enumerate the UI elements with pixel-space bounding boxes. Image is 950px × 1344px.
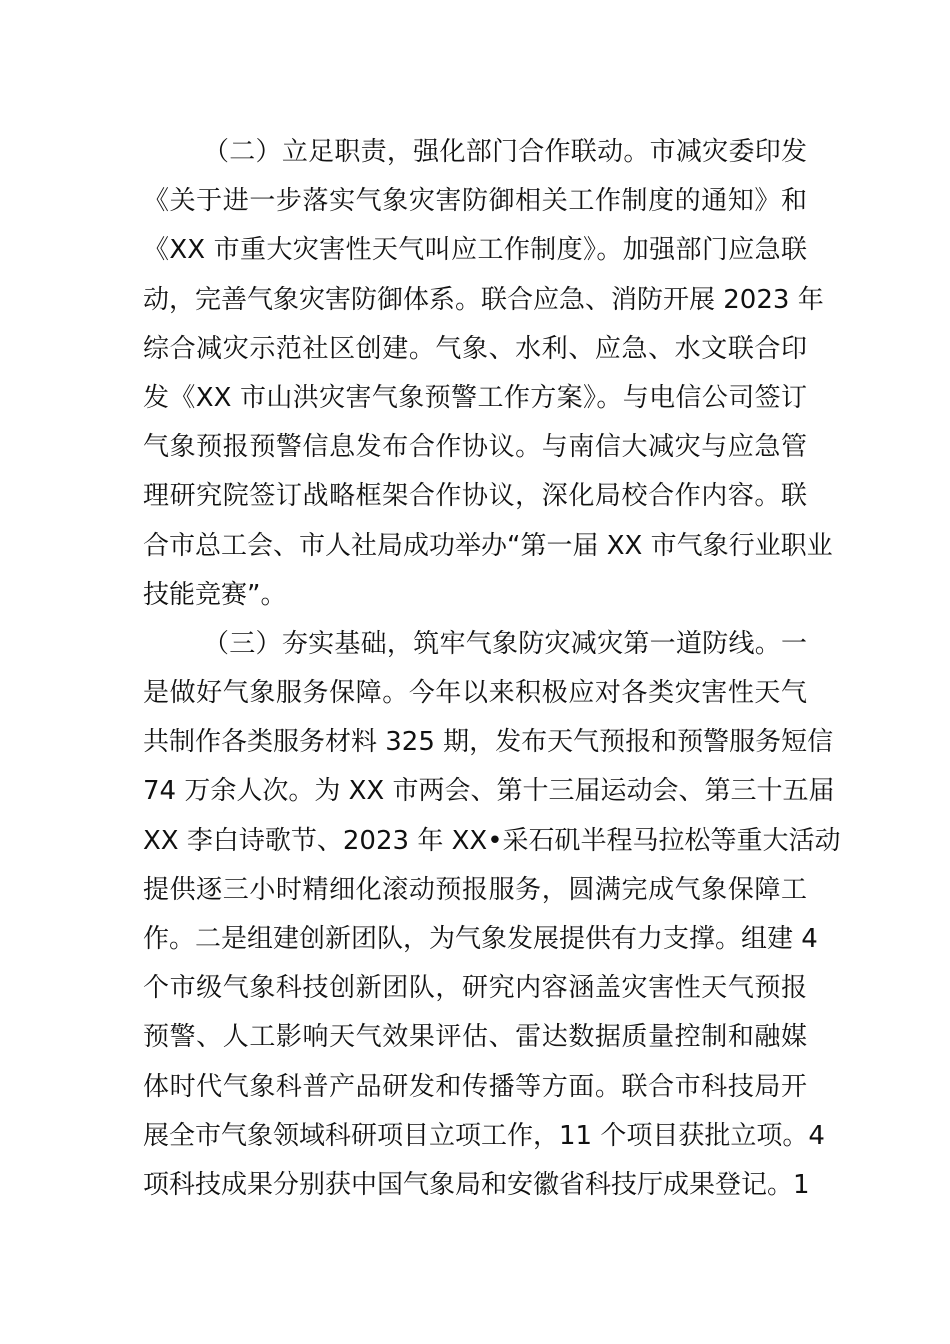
text-line: 是做好气象服务保障。今年以来积极应对各类灾害性天气: [143, 678, 807, 709]
text-line: （二）立足职责，强化部门合作联动。市减灾委印发: [203, 137, 807, 167]
body-text: [143, 128, 841, 1210]
text-line: 展全市气象领域科研项目立项工作，11 个项目获批立项。4: [143, 1120, 825, 1151]
paragraph-2: [143, 128, 833, 620]
text-line: 动，完善气象灾害防御体系。联合应急、消防开展 2023 年: [143, 284, 824, 315]
text-line: 体时代气象科普产品研发和传播等方面。联合市科技局开: [143, 1071, 807, 1102]
text-line: 《XX 市重大灾害性天气叫应工作制度》。加强部门应急联: [143, 235, 807, 266]
text-line: XX 李白诗歌节、2023 年 XX•采石矶半程马拉松等重大活动: [143, 825, 841, 856]
text-line: 作。二是组建创新团队，为气象发展提供有力支撑。组建 4: [143, 924, 818, 954]
text-line: 综合减灾示范社区创建。气象、水利、应急、水文联合印: [143, 333, 807, 364]
text-line: 气象预报预警信息发布合作协议。与南信大减灾与应急管: [143, 432, 807, 463]
text-line: 预警、人工影响天气效果评估、雷达数据质量控制和融媒: [143, 1022, 807, 1053]
text-line: （三）夯实基础，筑牢气象防灾减灾第一道防线。一: [203, 628, 807, 659]
text-line: 合市总工会、市人社局成功举办“第一届 XX 市气象行业职业: [143, 530, 833, 561]
text-line: 共制作各类服务材料 325 期，发布天气预报和预警服务短信: [143, 727, 834, 758]
text-line: 理研究院签订战略框架合作协议，深化局校合作内容。联: [143, 481, 807, 512]
text-line: 项科技成果分别获中国气象局和安徽省科技厅成果登记。1: [143, 1169, 810, 1200]
text-line: 提供逐三小时精细化滚动预报服务，圆满完成气象保障工: [143, 874, 807, 905]
paragraph-3: [143, 620, 841, 1210]
text-line: 个市级气象科技创新团队，研究内容涵盖灾害性天气预报: [143, 973, 807, 1004]
text-line: 74 万余人次。为 XX 市两会、第十三届运动会、第三十五届: [143, 776, 835, 807]
text-line: 技能竞赛”。: [143, 579, 287, 610]
text-line: 《关于进一步落实气象灾害防御相关工作制度的通知》和: [143, 186, 807, 217]
text-line: 发《XX 市山洪灾害气象预警工作方案》。与电信公司签订: [143, 382, 807, 413]
